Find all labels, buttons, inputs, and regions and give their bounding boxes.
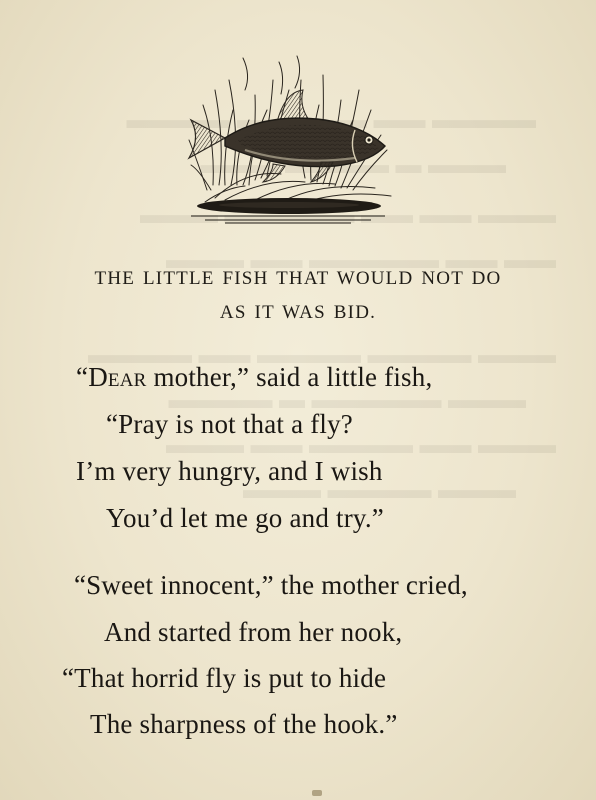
stanza-1-line-2: “Pray is not that a fly? xyxy=(106,409,353,439)
line-text: mother,” said a little fish, xyxy=(146,362,433,392)
stanza-1-line-1 xyxy=(76,362,432,393)
small-caps-word: Dear xyxy=(88,362,147,392)
stanza-2-line-3: “That horrid fly is put to hide xyxy=(62,663,387,693)
show-through-text: ▬▬▬▬ ▬▬ ▬▬▬▬▬ ▬▬▬▬ ▬▬▬ ▬ ▬▬▬▬ ▬▬▬ ▬▬▬ ▬▬ ▬▬ ▬▬▬▬▬ ▬▬▬ ▬▬ ▬▬ ▬▬▬▬▬ ▬▬ ▬▬▬ ▬▬▬ ▬▬▬▬ ▬▬▬▬ ▬▬ ▬▬▬▬ ▬▬▬ ▬▬▬▬▬ ▬ ▬▬▬▬ ▬▬▬ ▬▬ ▬▬▬▬ ▬▬ ▬▬▬ ▬▬▬ ▬▬▬▬ ▬▬▬ xyxy=(88,105,556,504)
stanza-1-line-4: You’d let me go and try.” xyxy=(106,503,384,533)
stanza-1-line-3: I’m very hungry, and I wish xyxy=(76,456,383,486)
opening-quote: “ xyxy=(76,362,89,392)
page-mark xyxy=(312,790,322,796)
fish-illustration xyxy=(185,50,395,225)
stanza-2-line-1: “Sweet innocent,” the mother cried, xyxy=(74,570,468,600)
stanza-2-line-2: And started from her nook, xyxy=(104,617,403,647)
poem-title-line-1: THE LITTLE FISH THAT WOULD NOT DO xyxy=(94,268,502,289)
poem-title-line-2: AS IT WAS BID. xyxy=(219,302,377,323)
stanza-2-line-4: The sharpness of the hook.” xyxy=(90,709,398,739)
